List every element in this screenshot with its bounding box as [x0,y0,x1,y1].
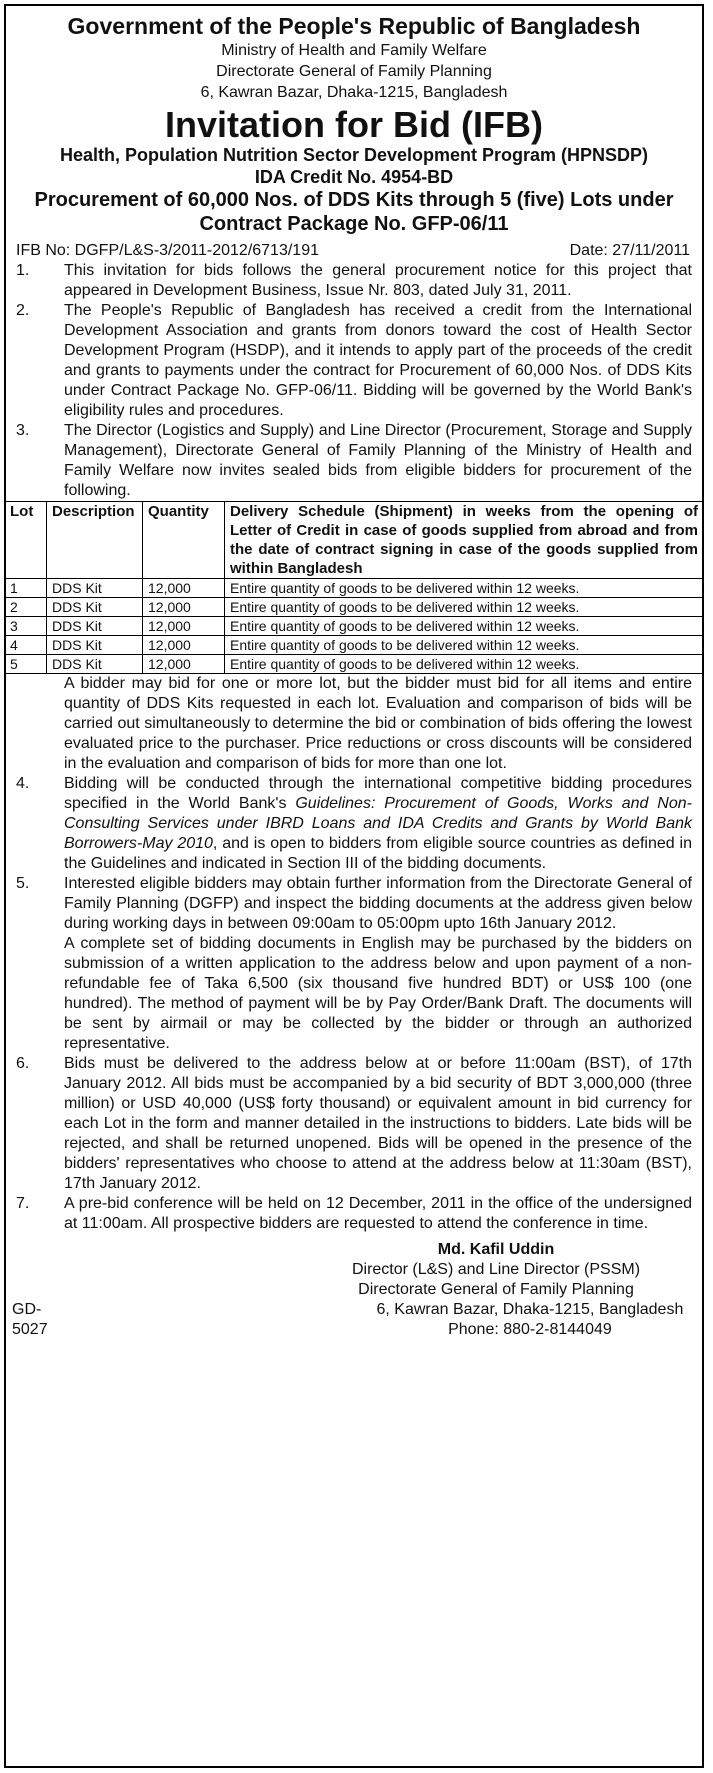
clause-3 [6,421,702,501]
clause-number: 2. [16,302,30,319]
page-title: Invitation for Bid (IFB) [165,104,543,145]
notice-header [6,13,702,236]
clause-5 [6,874,702,934]
government-title: Government of the People's Republic of Bangladesh [67,13,641,39]
cell-quantity: 12,000 [143,617,225,636]
cell-lot: 5 [5,655,47,674]
clause-number: 1. [16,262,30,279]
clause-text-post: , and is open to bidders from eligible source countries as defined in the Guidelines and indicated in Section III of the bidding documents. [64,835,692,872]
ifb-meta-row [6,241,702,261]
clause-number: 4. [16,775,30,792]
cell-schedule: Entire quantity of goods to be delivered within 12 weeks. [225,617,704,636]
cell-quantity: 12,000 [143,579,225,598]
footer-row [6,1300,702,1340]
signatory-directorate: Directorate General of Family Planning [358,1281,634,1298]
cell-description: DDS Kit [47,598,143,617]
program-name: Health, Population Nutrition Sector Development Program (HPNSDP) [59,145,649,165]
clause-number: 7. [16,1195,30,1212]
cell-schedule: Entire quantity of goods to be delivered within 12 weeks. [225,579,704,598]
signature-block [296,1240,696,1300]
table-header-row [5,502,704,579]
signatory-address: 6, Kawran Bazar, Dhaka-1215, Bangladesh [376,1301,684,1318]
table-row [5,636,704,655]
ifb-date: Date: 27/11/2011 [569,242,690,259]
cell-schedule: Entire quantity of goods to be delivered within 12 weeks. [225,655,704,674]
clause-text: Bids must be delivered to the address below at or before 11:00am (BST), of 17th January 2012. All bids must be accompanied by a bid security of BDT 3,000,000 (three million) or USD 40,000 (US$ forty thousand) or equivalent amount in bid currency for each Lot in the form and manner detailed in the instructions to bidders. Late bids will be rejected, and shall be returned unopened. Bids will be opened in the presence of the bidders' representatives who choose to attend at the address below at 11:30am (BST), 17th January 2012. [64,1055,692,1192]
procurement-line-1: Procurement of 60,000 Nos. of DDS Kits through 5 (five) Lots under [34,189,674,211]
clause-number: 6. [16,1055,30,1072]
lots-table [4,501,704,674]
ifb-number: IFB No: DGFP/L&S-3/2011-2012/6713/191 [16,242,319,259]
table-row [5,598,704,617]
col-header-description: Description [47,502,143,579]
table-row [5,579,704,598]
clause-1 [6,261,702,301]
clause-5-continuation: A complete set of bidding documents in English may be purchased by the bidders on submission of a written application to the address below and upon payment of a non-refundable fee of Taka 6,500 (six thousand five hundred BDT) or US$ 100 (one hundred). The method of payment will be by Pay Order/Bank Draft. The documents will be sent by airmail or may be collected by the bidder or through an authorized representative. [64,935,692,1052]
clause-4 [6,774,702,874]
lot-bidding-paragraph: A bidder may bid for one or more lot, but the bidder must bid for all items and entire quantity of DDS Kits requested in each lot. Evaluation and comparison of bids will be carried out simultaneously to determine the bid or combination of bids offering the lowest evaluated price to the purchaser. Price reductions or cross discounts will be considered in the evaluation and comparison of bids for more than one lot. [64,675,692,772]
clause-text: This invitation for bids follows the general procurement notice for this project that appeared in Development Business, Issue Nr. 803, dated July 31, 2011. [64,262,692,299]
cell-description: DDS Kit [47,655,143,674]
ministry-name: Ministry of Health and Family Welfare [221,42,487,59]
clause-text [64,774,692,874]
col-header-schedule: Delivery Schedule (Shipment) in weeks from the opening of Letter of Credit in case of goods supplied from abroad and from the date of contract signing in case of the goods supplied from within Bangladesh [225,502,704,579]
clause-2 [6,301,702,421]
cell-lot: 2 [5,598,47,617]
clause-number: 3. [16,422,30,439]
signatory-phone: Phone: 880-2-8144049 [448,1321,612,1338]
credit-number: IDA Credit No. 4954-BD [254,167,454,187]
gd-code: GD-5027 [12,1301,48,1338]
clause-number: 5. [16,875,30,892]
signatory-name: Md. Kafil Uddin [437,1241,555,1258]
cell-schedule: Entire quantity of goods to be delivered within 12 weeks. [225,636,704,655]
clause-text-pre: Bidding will be conducted through the international competitive bidding procedures specified in the World Bank's [64,775,692,812]
signatory-designation: Director (L&S) and Line Director (PSSM) [351,1261,641,1278]
clause-text: A pre-bid conference will be held on 12 December, 2011 in the office of the undersigned at 11:00am. All prospective bidders are requested to attend the conference in time. [64,1195,692,1232]
clause-6 [6,1054,702,1194]
cell-quantity: 12,000 [143,598,225,617]
clause-7 [6,1194,702,1234]
col-header-lot: Lot [5,502,47,579]
cell-lot: 3 [5,617,47,636]
directorate-name: Directorate General of Family Planning [216,63,492,80]
cell-schedule: Entire quantity of goods to be delivered within 12 weeks. [225,598,704,617]
cell-description: DDS Kit [47,636,143,655]
ifb-notice [4,4,704,1768]
table-row [5,617,704,636]
clause-text: The People's Republic of Bangladesh has received a credit from the International Development Association and grants from donors toward the cost of Health Sector Development Program (HSDP), and it intends to apply part of the proceeds of the credit and grants to payments under the contract for Procurement of 60,000 Nos. of DDS Kits under Contract Package No. GFP-06/11. Bidding will be governed by the World Bank's eligibility rules and procedures. [64,302,692,419]
cell-lot: 1 [5,579,47,598]
table-row [5,655,704,674]
header-address: 6, Kawran Bazar, Dhaka-1215, Bangladesh [200,84,508,101]
cell-quantity: 12,000 [143,636,225,655]
clause-text: The Director (Logistics and Supply) and Line Director (Procurement, Storage and Supply Management), Directorate General of Family Planning of the Ministry of Health and Family Welfare now invites sealed bids from eligible bidders for procurement of the following. [64,422,692,499]
signature-contact [358,1300,702,1340]
clause-text: Interested eligible bidders may obtain further information from the Directorate General of Family Planning (DGFP) and inspect the bidding documents at the address given below during working days in between 09:00am to 05:00pm upto 16th January 2012. [64,875,692,932]
cell-description: DDS Kit [47,617,143,636]
col-header-quantity: Quantity [143,502,225,579]
procurement-line-2: Contract Package No. GFP-06/11 [199,213,509,235]
cell-quantity: 12,000 [143,655,225,674]
cell-lot: 4 [5,636,47,655]
cell-description: DDS Kit [47,579,143,598]
guidelines-title: Guidelines: Procurement of Goods, Works and Non-Consulting Services under IBRD Loans and IDA Credits and Grants by World Bank Borrowers-May 2010 [64,795,692,852]
